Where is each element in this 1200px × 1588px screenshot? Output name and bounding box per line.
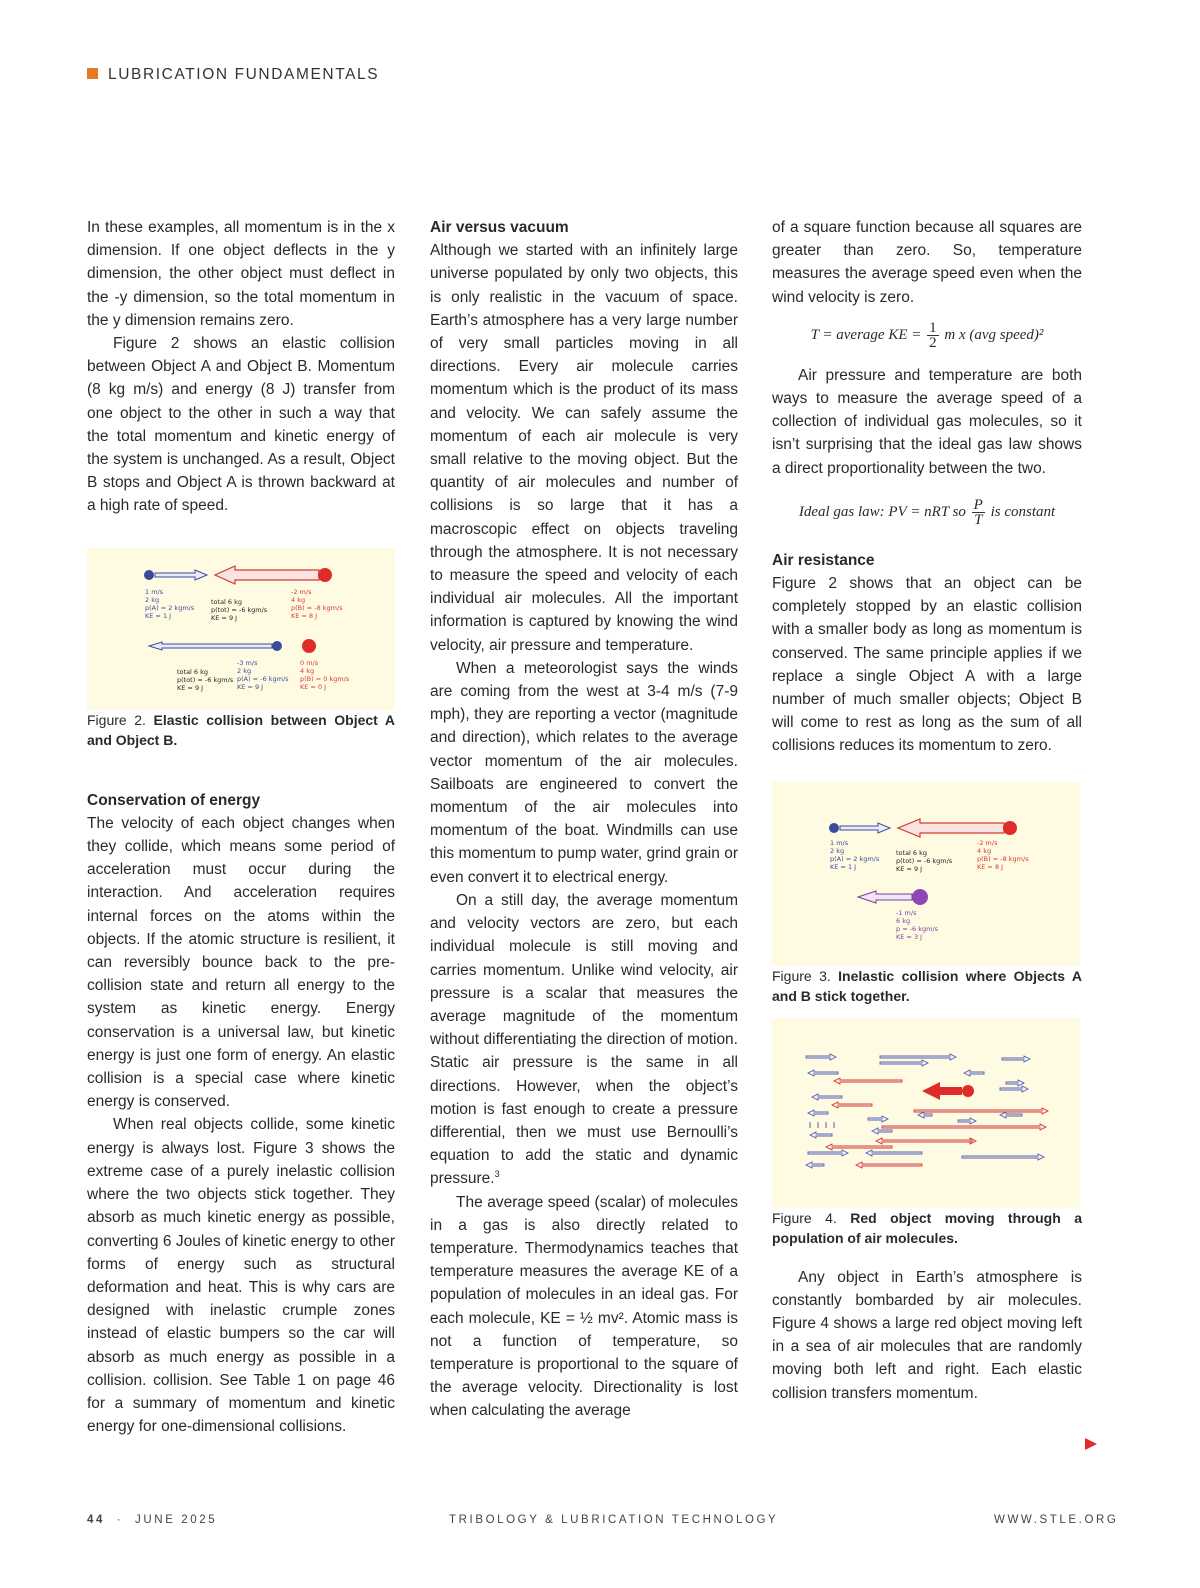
combined-label: -1 m/s 6 kg p = -6 kgm/s KE = 3 J bbox=[896, 908, 939, 941]
molecule-arrow bbox=[812, 1094, 842, 1100]
paragraph: The velocity of each object changes when they collide, which means some period of acceleration must occur during the interaction. And acceleration requires internal forces on the atoms within the objects. If the atomic structure is resilient, it can reversibly bounce back to the pre-collision state and return all energy to the system as kinetic energy. Energy conservation is a universal law, but kinetic energy is just one form of energy. An elastic collision is a special case where kinetic energy is conserved. bbox=[87, 814, 395, 1111]
paragraph: In these examples, all momentum is in the x dimension. If one object deflects in the y dimension, the other object must deflect in the -y dimension, so the total momentum in the y dimension remains zero. bbox=[87, 219, 395, 329]
paragraph: Although we started with an infinitely large universe populated by only two objects, this is only realistic in the vacuum of space. Earth’s atmosphere has a very large number of very small particles moving in all directions. Every air molecule carries momentum which is the product of its mass and velocity. We can safely assume the momentum of each air molecule is very small relative to the moving object. But the quantity of air molecules and number of collisions is so large that it has a macroscopic effect on objects traveling through the atmosphere. It is not necessary to measure the speed and velocity of each individual air molecules. All the important information is captured by knowing the wind velocity, air pressure and temperature. bbox=[430, 242, 738, 654]
fraction: $\frac{1}{2}$ bbox=[929, 319, 937, 351]
paragraph: When real objects collide, some kinetic energy is always lost. Figure 3 shows the extreme case of a purely inelastic collision where the two objects stick together. They absorb as much kinetic energy as possible, converting 6 Joules of kinetic energy to other forms of energy such as structural deformation and heat. This is why cars are designed with inelastic crumple zones instead of elastic bumpers so the car will absorb as much energy as possible in a collision. collision. See Table 1 on page 46 for a summary of momentum and kinetic energy for one-dimensional collisions. bbox=[87, 1116, 395, 1436]
total-label: total 6 kg p(tot) = -6 kgm/s KE = 9 J bbox=[211, 597, 268, 622]
molecule-arrow bbox=[1000, 1086, 1028, 1092]
object-a-arrow-after bbox=[149, 642, 272, 650]
column-3 bbox=[772, 216, 1082, 1405]
object-b-label: -2 m/s 4 kg p(B) = -8 kgm/s KE = 8 J bbox=[977, 838, 1029, 871]
red-object bbox=[962, 1085, 974, 1097]
magazine-title: TRIBOLOGY & LUBRICATION TECHNOLOGY bbox=[449, 1514, 779, 1526]
paragraph: of a square function because all squares are greater than zero. So, temperature measures the average speed even when the wind velocity is zero. bbox=[772, 219, 1082, 306]
molecule-arrow bbox=[806, 1054, 836, 1060]
object-a-label: 1 m/s 2 kg p(A) = 2 kgm/s KE = 1 J bbox=[145, 587, 195, 620]
molecule-arrow bbox=[918, 1112, 932, 1118]
equation-temperature: T = average KE = $\frac{1}{2}$ m x (avg speed)² bbox=[810, 319, 1044, 351]
section-marker bbox=[87, 68, 98, 79]
object-a-label: 1 m/s 2 kg p(A) = 2 kgm/s KE = 1 J bbox=[830, 838, 880, 871]
molecule-arrow bbox=[808, 1110, 828, 1116]
heading-conservation-of-energy: Conservation of energy bbox=[87, 791, 261, 809]
paragraph: Figure 2 shows that an object can be completely stopped by an elastic collision with a smaller body as long as momentum is conserved. The same principle applies if we replace a single Object A with a large number of much smaller objects; Object B will come to rest as long as the sum of all collisions reduces its momentum to zero. bbox=[772, 575, 1082, 755]
figure-4 bbox=[772, 1018, 1080, 1208]
molecule-arrow bbox=[876, 1138, 972, 1144]
equation-ideal-gas: Ideal gas law: PV = nRT so $\frac{P}{T}$ is constant bbox=[798, 496, 1056, 528]
molecule-arrow bbox=[964, 1070, 984, 1076]
molecule-arrow bbox=[806, 1162, 824, 1168]
issue-date: JUNE 2025 bbox=[135, 1514, 218, 1526]
object-b-ball bbox=[1003, 821, 1017, 835]
object-a-ball bbox=[144, 570, 154, 580]
molecule-arrow bbox=[826, 1144, 892, 1150]
molecule-arrow bbox=[808, 1150, 848, 1156]
heading-air-versus-vacuum: Air versus vacuum bbox=[430, 219, 569, 236]
fraction: $\frac{P}{T}$ bbox=[973, 496, 983, 528]
object-b-ball-after bbox=[302, 639, 316, 653]
object-b-label: -2 m/s 4 kg p(B) = -8 kgm/s KE = 8 J bbox=[291, 587, 343, 620]
paragraph: Any object in Earth’s atmosphere is constantly bombarded by air molecules. Figure 4 shows a large red object moving left in a sea of air molecules that are randomly moving both left and right. Each elastic collision transfers momentum. bbox=[772, 1268, 1082, 1402]
molecule-arrow bbox=[868, 1116, 888, 1122]
object-a-arrow bbox=[840, 823, 890, 833]
molecule-arrow bbox=[962, 1154, 1044, 1160]
column-2 bbox=[430, 216, 738, 1423]
vertical-tick-marks bbox=[810, 1122, 834, 1128]
page-number: 44 bbox=[87, 1514, 105, 1526]
paragraph: The average speed (scalar) of molecules in a gas is also directly related to temperature. Thermodynamics teaches that temperature measures the average KE of a population of molecules in an ideal gas. For each molecule, KE = ½ mv². Atomic mass is not a function of temperature, so temperature is proportional to the square of the average velocity. Directionality is lost when calculating the average bbox=[430, 1193, 738, 1420]
object-a-label-after: -3 m/s 2 kg p(A) = -6 kgm/s KE = 9 J bbox=[237, 658, 289, 691]
footer-separator: · bbox=[116, 1514, 124, 1526]
total-label: total 6 kg p(tot) = -6 kgm/s KE = 9 J bbox=[896, 848, 953, 873]
section-header bbox=[87, 66, 379, 84]
molecule-arrow bbox=[834, 1078, 902, 1084]
paragraph: Air pressure and temperature are both ways to measure the average speed of a collection of individual gas molecules, so it isn’t surprising that the ideal gas law shows a direct proportionality between the two. bbox=[772, 366, 1082, 477]
object-b-arrow bbox=[898, 819, 1004, 837]
molecule-arrow bbox=[882, 1124, 1046, 1130]
molecule-arrow bbox=[866, 1150, 922, 1156]
figure-2 bbox=[87, 548, 395, 710]
combined-arrow bbox=[858, 891, 912, 903]
object-a-ball-after bbox=[272, 641, 282, 651]
combined-ball bbox=[912, 889, 928, 905]
paragraph: On a still day, the average momentum and velocity vectors are zero, but each individual molecule is still moving and carries momentum. Unlike wind velocity, air pressure is a scalar that measures the average magnitude of the momentum without differentiating the direction of motion. Static air pressure is the same in all directions. However, when the object’s motion is fast enough to create a pressure differential, then we must use Bernoulli’s equation to add the static and dynamic pressure.$^3$ bbox=[430, 891, 738, 1188]
molecule-arrow bbox=[832, 1102, 872, 1108]
object-b-label-after: 0 m/s 4 kg p(B) = 0 kgm/s KE = 0 J bbox=[300, 658, 350, 691]
figure-4-diagram bbox=[772, 1018, 1080, 1208]
figure-2-caption: Figure 2. Elastic collision between Object A and Object B. bbox=[87, 711, 396, 748]
website: WWW.STLE.ORG bbox=[994, 1514, 1119, 1526]
paragraph: Figure 2 shows an elastic collision between Object A and Object B. Momentum (8 kg m/s) and energy (8 J) transfer from one object to the other in such a way that the total momentum and kinetic energy of the system is unchanged. As a result, Object B stops and Object A is thrown backward at a high rate of speed. bbox=[87, 335, 395, 515]
figure-3 bbox=[772, 782, 1080, 966]
molecule-arrow bbox=[872, 1128, 892, 1134]
red-object-arrow bbox=[922, 1082, 962, 1100]
heading-air-resistance: Air resistance bbox=[772, 551, 875, 569]
molecule-arrow bbox=[808, 1070, 838, 1076]
continue-arrow-icon bbox=[1085, 1438, 1097, 1450]
object-b-arrow bbox=[215, 566, 319, 584]
footer-left bbox=[87, 1514, 217, 1526]
section-title: LUBRICATION FUNDAMENTALS bbox=[108, 66, 380, 83]
molecule-arrow bbox=[856, 1162, 922, 1168]
object-b-ball bbox=[318, 568, 332, 582]
object-a-ball bbox=[829, 823, 839, 833]
column-1 bbox=[87, 216, 395, 1438]
molecule-arrow bbox=[1000, 1112, 1022, 1118]
molecule-arrow bbox=[958, 1118, 976, 1124]
paragraph: When a meteorologist says the winds are coming from the west at 3-4 m/s (7-9 mph), they are reporting a vector (magnitude and direction), which relates to the average vector momentum of the air molecules. Sailboats are engineered to convert the momentum of the air molecules into momentum of the boat. Windmills can use this momentum to pump water, grind grain or even convert it to electrical energy. bbox=[430, 659, 738, 886]
molecule-arrow bbox=[880, 1060, 928, 1066]
molecule-arrow bbox=[810, 1132, 832, 1138]
molecule-arrow bbox=[1002, 1056, 1030, 1062]
figure-3-caption: Figure 3. Inelastic collision where Objects A and B stick together. bbox=[772, 967, 1083, 1004]
molecule-arrow bbox=[880, 1054, 956, 1060]
figure-4-caption: Figure 4. Red object moving through a population of air molecules. bbox=[772, 1209, 1082, 1246]
footnote-ref: 3 bbox=[494, 1169, 500, 1180]
object-a-arrow bbox=[155, 570, 207, 580]
molecule-arrow bbox=[914, 1108, 1048, 1114]
molecule-arrow bbox=[1006, 1080, 1024, 1086]
total-label-after: total 6 kg p(tot) = -6 kgm/s KE = 9 J bbox=[177, 667, 234, 692]
